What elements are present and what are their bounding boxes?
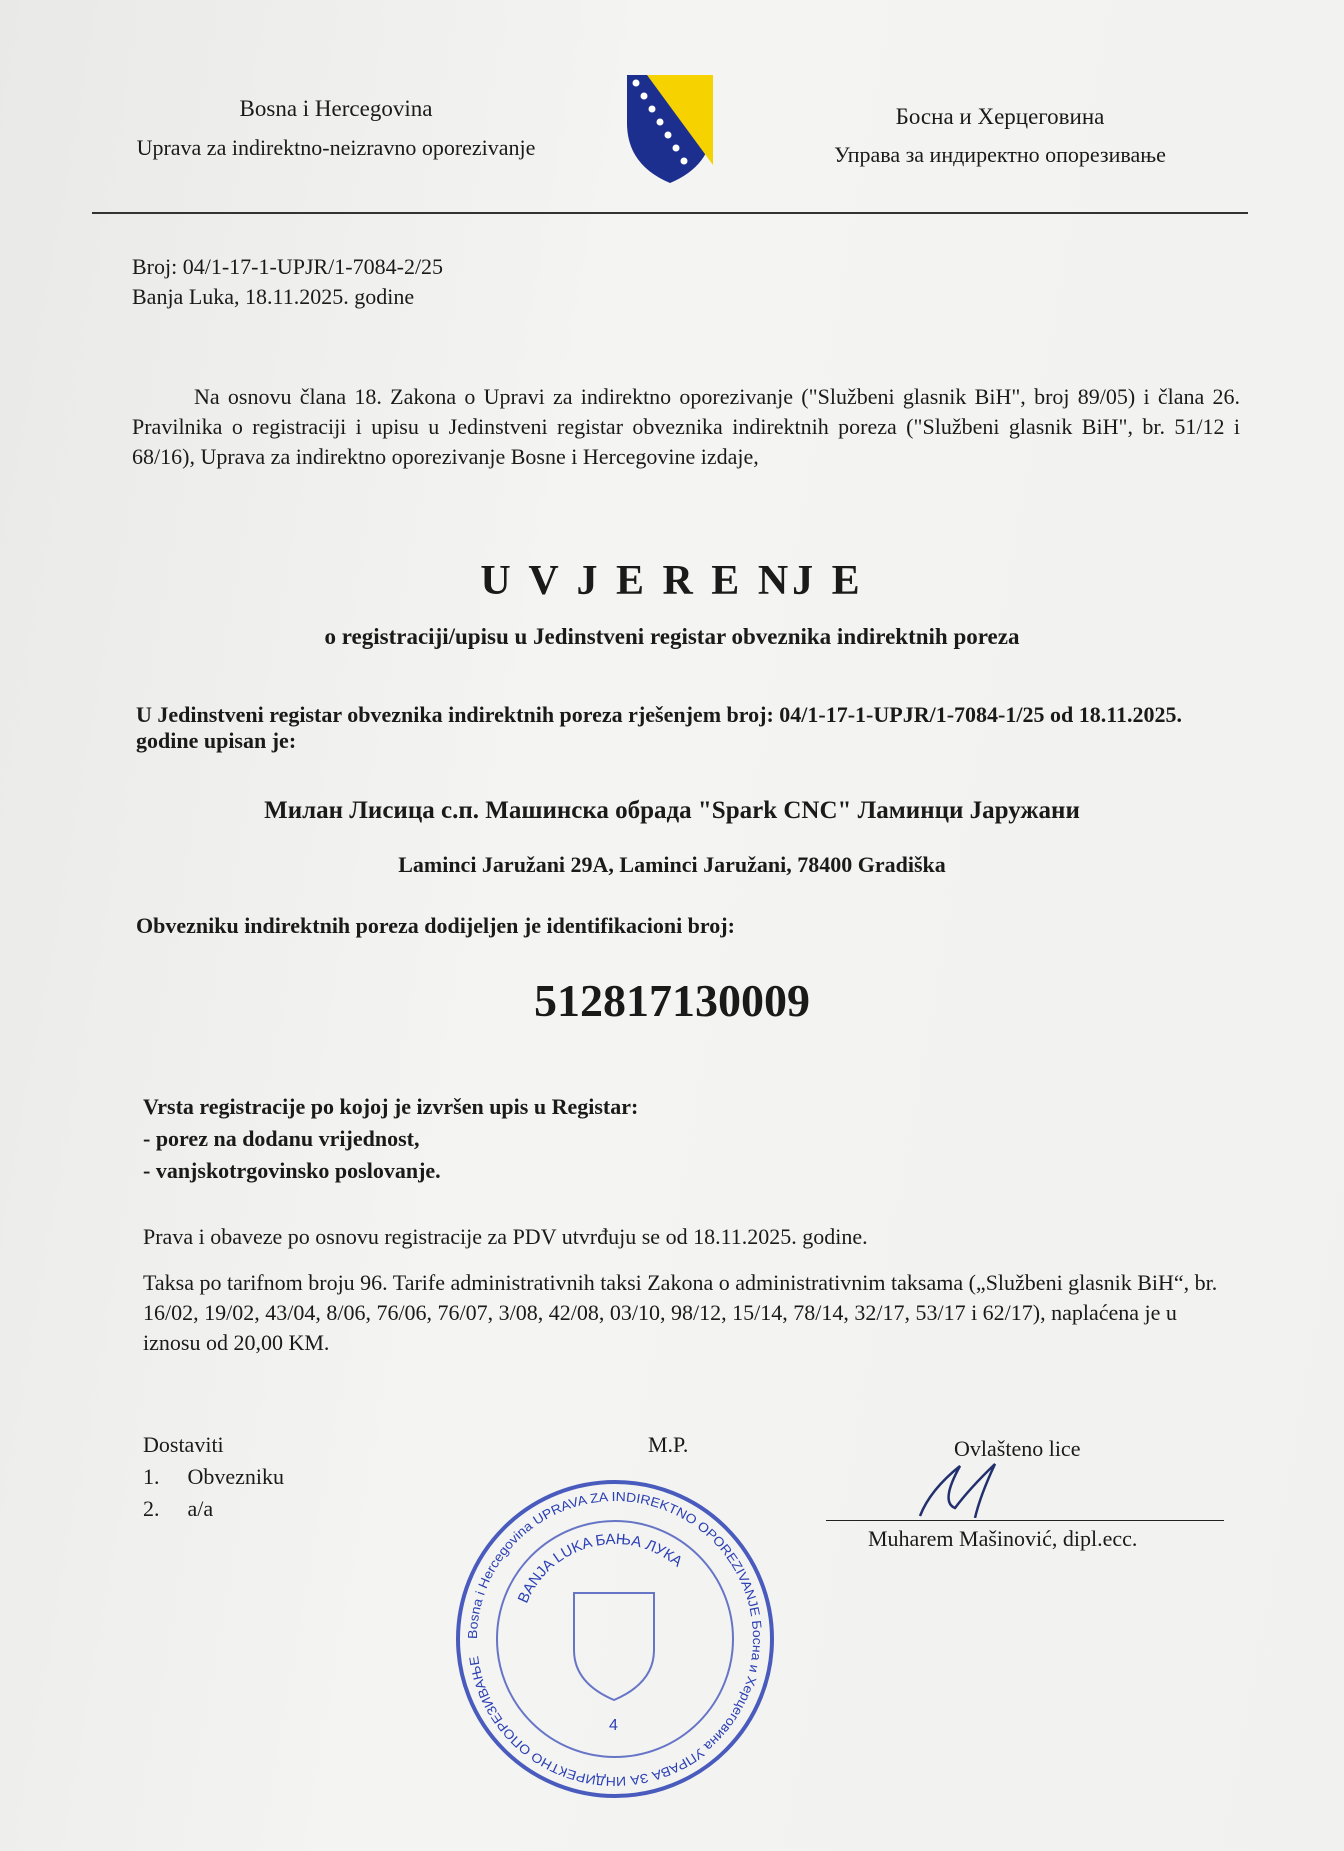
delivery-item bbox=[143, 1494, 213, 1524]
stamp-inner-text: BANJA LUKA БАЊА ЛУКА bbox=[514, 1530, 686, 1606]
stamp-mp-label: M.P. bbox=[648, 1432, 689, 1457]
signature-line bbox=[826, 1520, 1224, 1521]
signatory-name: Muharem Mašinović, dipl.ecc. bbox=[868, 1526, 1138, 1551]
fee-paragraph: Taksa po tarifnom broju 96. Tarife administrativnih taksi Zakona o administrativnim taksama („Službeni glasnik BiH“, br. 16/02, 19/02, 43/04, 8/06, 76/06, 76/07, 3/08, 42/08, 03/10, 98/12, 15/14, 78/14, 32/17, 53/17 i 62/17), naplaćena je u iznosu od 20,00 KM. bbox=[143, 1270, 1218, 1355]
document-title: U V J E R E NJ E bbox=[480, 558, 864, 604]
header-right-line2: Управа за индиректно опорезивање bbox=[834, 142, 1166, 167]
delivery-item bbox=[143, 1462, 284, 1492]
stamp-ring-text: Bosna i Hercegovina UPRAVA ZA INDIREKTNO OPOREZIVANJE Босна и Херцеговина УПРАВА ЗА ИНДИРЕКТНО ОПОРЕЗИВАЊЕ bbox=[464, 1488, 766, 1790]
registration-types-label: Vrsta registracije po kojoj je izvršen upis u Registar: bbox=[143, 1094, 639, 1119]
signatory-label: Ovlašteno lice bbox=[954, 1436, 1081, 1461]
svg-text:BANJA LUKA БАЊА ЛУКА bbox=[515, 1531, 686, 1606]
entity-address: Laminci Jaružani 29A, Laminci Jaružani, 78400 Gradiška bbox=[398, 852, 946, 877]
handwritten-signature bbox=[900, 1462, 1020, 1518]
delivery-item-text: Obvezniku bbox=[187, 1464, 285, 1489]
place-date: Banja Luka, 18.11.2025. godine bbox=[132, 284, 415, 309]
id-number: 512817130009 bbox=[534, 975, 810, 1026]
registration-type-item: - porez na dodanu vrijednost, bbox=[143, 1126, 420, 1151]
header-divider bbox=[92, 212, 1248, 214]
official-stamp bbox=[454, 1478, 776, 1800]
coat-of-arms-emblem bbox=[625, 73, 715, 185]
document-subtitle: o registraciji/upisu u Jedinstveni registar obveznika indirektnih poreza bbox=[324, 624, 1020, 649]
document-number: Broj: 04/1-17-1-UPJR/1-7084-2/25 bbox=[132, 254, 444, 279]
entity-name: Милан Лисица с.п. Машинска обрада "Spark CNC" Ламинци Јаружани bbox=[264, 797, 1080, 824]
delivery-item-number: 1. bbox=[143, 1464, 160, 1489]
intro-paragraph: Na osnovu člana 18. Zakona o Upravi za indirektno oporezivanje ("Službeni glasnik BiH", broj 89/05) i člana 26. Pravilnika o registraciji i upisu u Jedinstveni registar obveznika indirektnih poreza ("Službeni glasnik BiH", br. 51/12 i 68/16), Uprava za indirektno oporezivanje Bosne i Hercegovine izdaje, bbox=[132, 384, 1240, 469]
stamp-number: 4 bbox=[609, 1717, 618, 1734]
id-label: Obvezniku indirektnih poreza dodijeljen je identifikacioni broj: bbox=[136, 913, 735, 938]
registration-type-item: - vanjskotrgovinsko poslovanje. bbox=[143, 1158, 441, 1183]
delivery-item-text: a/a bbox=[187, 1496, 214, 1521]
vat-rights-text: Prava i obaveze po osnovu registracije za PDV utvrđuju se od 18.11.2025. godine. bbox=[143, 1224, 868, 1249]
registration-statement: U Jedinstveni registar obveznika indirektnih poreza rješenjem broj: 04/1-17-1-UPJR/1-7084-1/25 od 18.11.2025. godine upisan je: bbox=[136, 702, 1182, 753]
header-left-line1: Bosna i Hercegovina bbox=[239, 96, 433, 121]
delivery-label: Dostaviti bbox=[143, 1432, 224, 1457]
header-left-line2: Uprava za indirektno-neizravno oporezivanje bbox=[136, 135, 536, 160]
header-right-line1: Босна и Херцеговина bbox=[895, 104, 1105, 129]
delivery-item-number: 2. bbox=[143, 1496, 160, 1521]
